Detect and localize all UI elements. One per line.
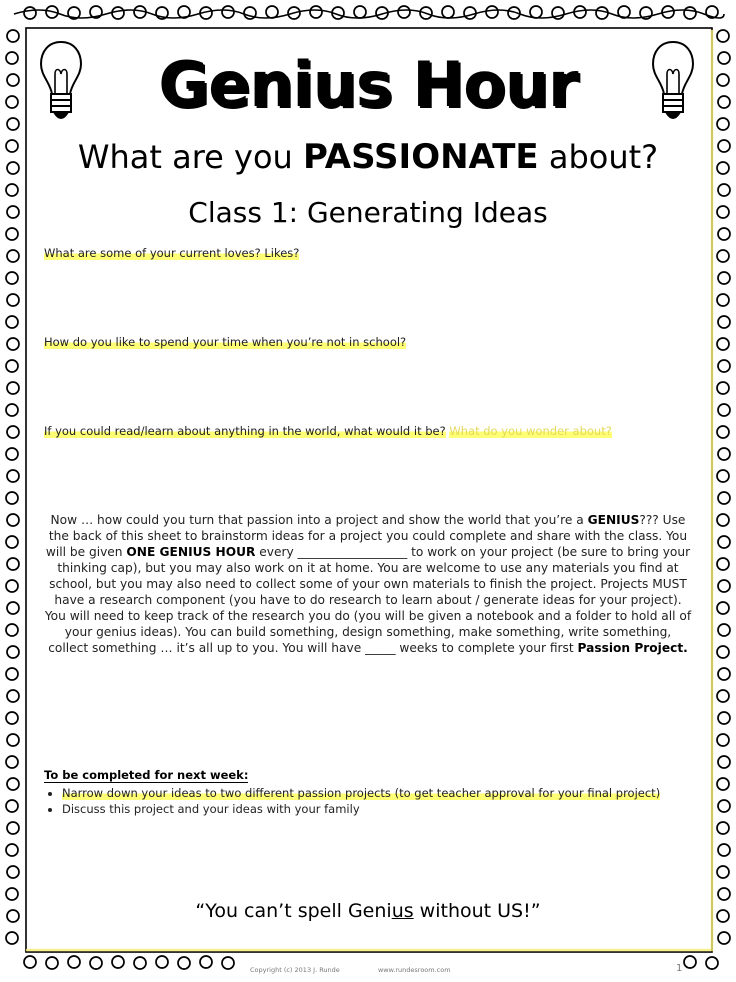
class-heading: Class 1: Generating Ideas (188, 196, 548, 229)
closing-quote (60, 900, 676, 922)
todo-title: To be completed for next week: (44, 768, 249, 782)
para-part-1: Now … how could you turn that passion into a project and show the world that you’re a (50, 513, 584, 527)
subtitle-pre: What are you (77, 138, 293, 176)
page-title: Genius Hour (158, 48, 578, 121)
question-text: How do you like to spend your time when you’re not in school? (44, 335, 407, 349)
subtitle-post: about? (548, 138, 659, 176)
list-item (62, 802, 684, 816)
question-loves (44, 246, 299, 260)
instructions-paragraph (44, 512, 692, 656)
border-top (14, 10, 724, 18)
todo-section (44, 768, 684, 818)
border-left-loops (6, 30, 19, 944)
footer-site: www.rundesroom.com (377, 966, 451, 974)
footer (250, 966, 451, 974)
list-item (62, 786, 684, 800)
question-wonder: What do you wonder about? (449, 424, 612, 438)
question-text: What are some of your current loves? Likes? (44, 246, 300, 260)
quote-pre: “You can’t spell Geni (195, 900, 392, 922)
border-right-loops (717, 30, 730, 944)
para-passion-project: Passion Project. (577, 641, 688, 655)
quote-post: without US!” (413, 900, 541, 922)
para-genius: GENIUS (587, 513, 640, 527)
para-one-genius-hour: ONE GENIUS HOUR (126, 545, 256, 559)
footer-copyright: Copyright (c) 2013 J. Runde (250, 966, 340, 974)
todo-item-text: Narrow down your ideas to two different passion projects (to get teacher approval for your final project) (62, 786, 661, 800)
border-top-loops (24, 6, 718, 19)
todo-list (44, 786, 684, 816)
todo-item-text: Discuss this project and your ideas with your family (62, 802, 360, 816)
quote-underlined: us (391, 900, 414, 922)
question-learn (44, 424, 612, 438)
question-text: If you could read/learn about anything in the world, what would it be? (44, 424, 446, 438)
subtitle-bold: PASSIONATE (302, 137, 539, 177)
para-part-2: ??? Use the back of this sheet to brainstorm ideas for a project you could complete and share with the class. You will be given (45, 513, 688, 559)
page-number: 1 (676, 963, 683, 974)
para-part-3: every __________________ to work on your project (be sure to bring your thinking cap), but you may also work on it at home. You are welcome to use any materials you find at school, but you may also need to collect some of your own materials to finish the project. Projects MUST have a research component (you have to do research to learn about / generate ideas for your project). You will need to keep track of the research you do (you will be given a notebook and a folder to hold all of your genius ideas). You can build something, design something, make something, write something, collect something … it’s all up to you. You will have _____ weeks to complete your first (44, 545, 692, 655)
question-spend-time (44, 335, 406, 349)
page-subtitle (20, 135, 716, 179)
